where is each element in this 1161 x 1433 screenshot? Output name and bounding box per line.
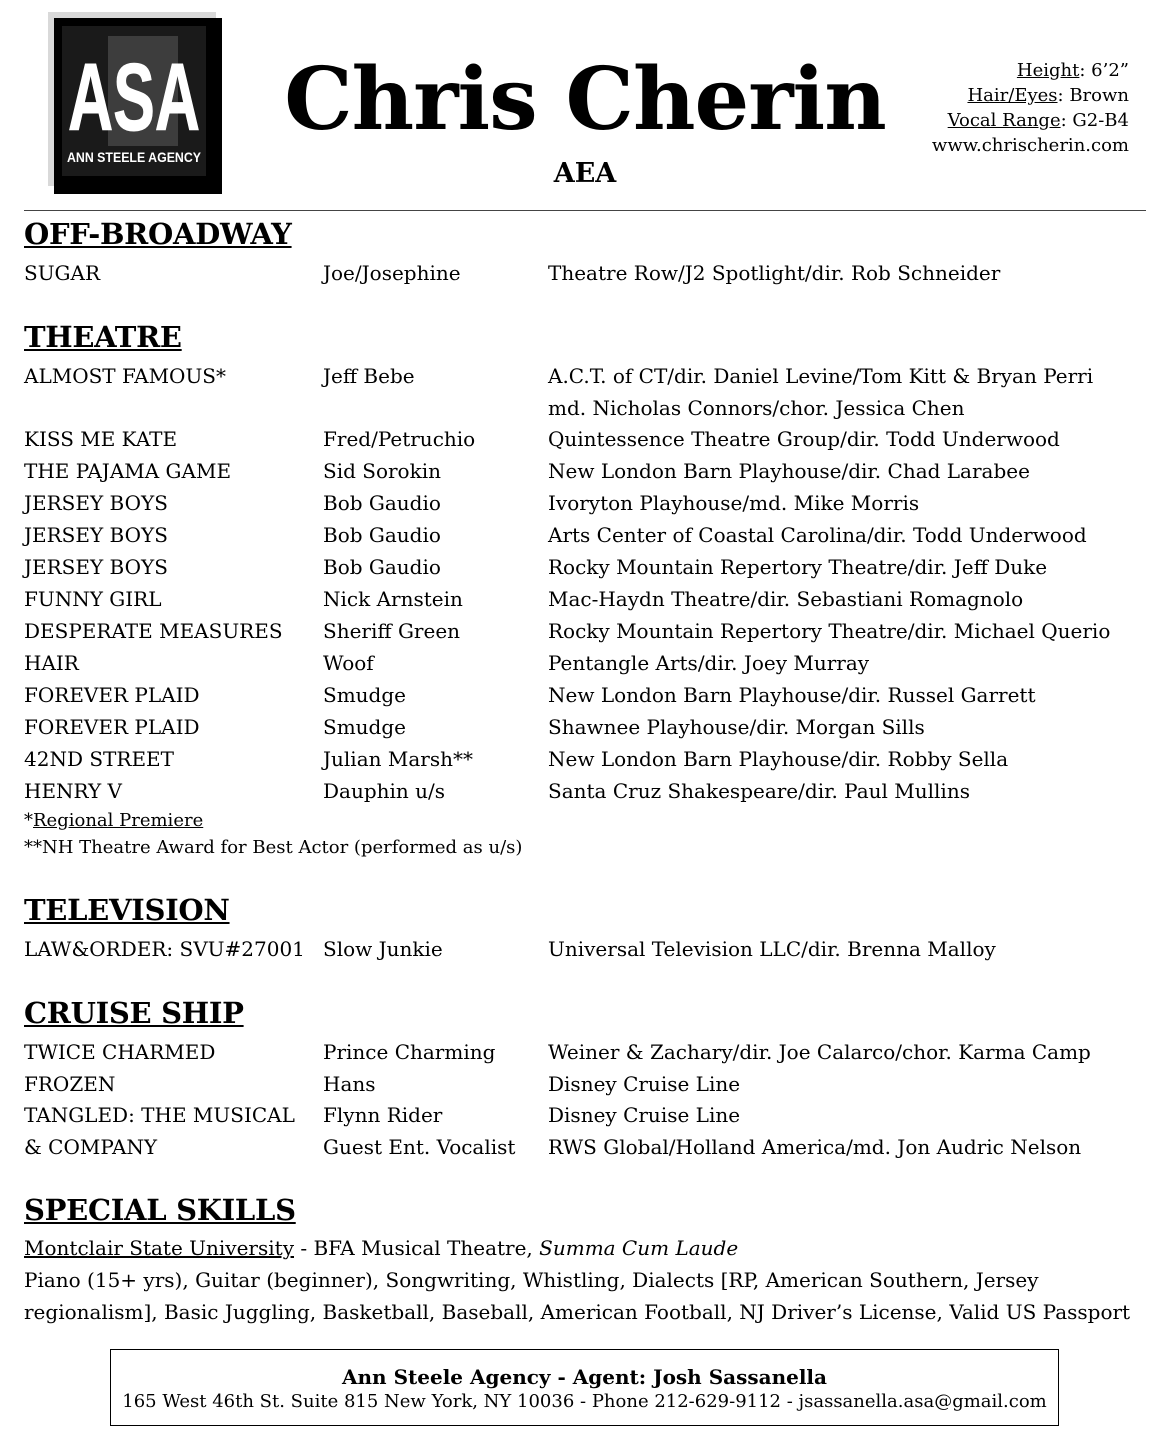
stat-label: Vocal Range — [947, 110, 1061, 131]
footnote-award: **NH Theatre Award for Best Actor (performed as u/s) — [24, 837, 523, 858]
credit-show: FOREVER PLAID — [24, 715, 200, 739]
credit-venue: md. Nicholas Connors/chor. Jessica Chen — [548, 396, 965, 420]
credit-row — [0, 1068, 1161, 1100]
agent-name: Ann Steele Agency - Agent: Josh Sassanella — [342, 1365, 827, 1389]
credit-role: Flynn Rider — [323, 1103, 443, 1127]
credit-row — [0, 519, 1161, 551]
degree-text: - BFA Musical Theatre, — [294, 1236, 540, 1260]
agent-contact-box — [110, 1349, 1059, 1426]
credit-show: LAW&ORDER: SVU#27001 — [24, 937, 305, 961]
credit-venue: Rocky Mountain Repertory Theatre/dir. Michael Querio — [548, 619, 1111, 643]
credit-role: Sid Sorokin — [323, 459, 441, 483]
credit-show: HAIR — [24, 651, 79, 675]
credit-show: DESPERATE MEASURES — [24, 619, 283, 643]
section-title-off-broadway: OFF-BROADWAY — [24, 217, 292, 251]
credit-role: Sheriff Green — [323, 619, 461, 643]
credit-row — [0, 647, 1161, 679]
credit-row — [0, 615, 1161, 647]
stat-value: : 6’2” — [1079, 60, 1129, 81]
credit-venue: Universal Television LLC/dir. Brenna Malloy — [548, 937, 996, 961]
stat-label: Hair/Eyes — [967, 85, 1058, 106]
credit-role: Woof — [323, 651, 374, 675]
credit-role: Joe/Josephine — [323, 261, 461, 285]
credit-show: FOREVER PLAID — [24, 683, 200, 707]
website-link[interactable]: www.chrischerin.com — [931, 135, 1129, 156]
credit-venue: Disney Cruise Line — [548, 1072, 741, 1096]
credit-role: Bob Gaudio — [323, 491, 441, 515]
credit-show: & COMPANY — [24, 1135, 158, 1159]
credit-show: JERSEY BOYS — [24, 523, 168, 547]
footnote-marker: * — [24, 810, 33, 831]
credit-row — [0, 1099, 1161, 1131]
credit-role: Bob Gaudio — [323, 523, 441, 547]
header-divider — [24, 210, 1146, 211]
stat-height — [932, 58, 1129, 83]
credit-row — [0, 679, 1161, 711]
credit-row — [0, 1131, 1161, 1163]
credit-row — [0, 423, 1161, 455]
credit-row — [0, 743, 1161, 775]
section-title-theatre: THEATRE — [24, 320, 182, 354]
credit-role: Smudge — [323, 683, 406, 707]
stat-vocal-range — [932, 108, 1129, 133]
section-title-television: TELEVISION — [24, 893, 230, 927]
credit-venue: Mac-Haydn Theatre/dir. Sebastiani Romagnolo — [548, 587, 1024, 611]
agency-logo — [48, 12, 224, 196]
stat-label: Height — [1016, 60, 1080, 81]
footnote-regional-premiere — [24, 807, 203, 834]
credit-show: FUNNY GIRL — [24, 587, 162, 611]
credit-show: KISS ME KATE — [24, 427, 178, 451]
credit-role: Hans — [323, 1072, 376, 1096]
logo-sub-text: ANN STEELE AGENCY — [67, 149, 202, 165]
credit-show: JERSEY BOYS — [24, 555, 168, 579]
credit-show: TANGLED: THE MUSICAL — [24, 1103, 295, 1127]
credit-role: Julian Marsh** — [323, 747, 473, 771]
credit-role: Bob Gaudio — [323, 555, 441, 579]
credit-row — [0, 257, 1161, 289]
credit-venue: Ivoryton Playhouse/md. Mike Morris — [548, 491, 920, 515]
credit-row — [0, 711, 1161, 743]
credit-show: ALMOST FAMOUS* — [24, 364, 227, 388]
credit-row — [0, 933, 1161, 965]
agency-logo-graphic — [48, 12, 224, 196]
credit-row — [0, 583, 1161, 615]
school-name: Montclair State University — [24, 1236, 294, 1260]
actor-name: Chris Cherin — [284, 49, 886, 150]
education-line — [24, 1232, 1134, 1264]
credit-venue: Theatre Row/J2 Spotlight/dir. Rob Schneider — [548, 261, 1001, 285]
credit-show: THE PAJAMA GAME — [24, 459, 232, 483]
credit-venue: New London Barn Playhouse/dir. Russel Garrett — [548, 683, 1036, 707]
credit-row — [0, 360, 1161, 392]
credit-venue: Pentangle Arts/dir. Joey Murray — [548, 651, 870, 675]
credit-venue: Rocky Mountain Repertory Theatre/dir. Jeff Duke — [548, 555, 1048, 579]
credit-venue: New London Barn Playhouse/dir. Chad Larabee — [548, 459, 1030, 483]
logo-main-text: ASA — [68, 44, 200, 151]
section-title-special-skills: SPECIAL SKILLS — [24, 1193, 296, 1227]
credit-venue: RWS Global/Holland America/md. Jon Audric Nelson — [548, 1135, 1082, 1159]
credit-venue: Quintessence Theatre Group/dir. Todd Underwood — [548, 427, 1060, 451]
credit-show: SUGAR — [24, 261, 101, 285]
section-title-cruise-ship: CRUISE SHIP — [24, 996, 244, 1030]
stat-value: : Brown — [1057, 85, 1129, 106]
credit-role: Jeff Bebe — [323, 364, 415, 388]
credit-row — [0, 487, 1161, 519]
credit-venue: A.C.T. of CT/dir. Daniel Levine/Tom Kitt & Bryan Perri — [548, 364, 1094, 388]
union-affiliation: AEA — [553, 158, 617, 189]
credit-role: Guest Ent. Vocalist — [323, 1135, 516, 1159]
credit-row — [0, 775, 1161, 807]
credit-row-continued — [0, 392, 1161, 424]
credit-role: Slow Junkie — [323, 937, 443, 961]
credit-show: 42ND STREET — [24, 747, 174, 771]
stat-value: : G2-B4 — [1060, 110, 1129, 131]
skills-list: Piano (15+ yrs), Guitar (beginner), Songwriting, Whistling, Dialects [RP, American Southern, Jersey regionalism], Basic Juggling, Basketball, Baseball, American Football, NJ Driver’s License, Valid US Passport — [24, 1268, 1131, 1324]
credit-show: TWICE CHARMED — [24, 1040, 216, 1064]
honor-text: Summa Cum Laude — [539, 1236, 739, 1260]
credit-show: JERSEY BOYS — [24, 491, 168, 515]
credit-venue: Arts Center of Coastal Carolina/dir. Todd Underwood — [548, 523, 1087, 547]
credit-venue: Shawnee Playhouse/dir. Morgan Sills — [548, 715, 925, 739]
credit-show: FROZEN — [24, 1072, 116, 1096]
credit-venue: Santa Cruz Shakespeare/dir. Paul Mullins — [548, 779, 970, 803]
agent-contact-details: 165 West 46th St. Suite 815 New York, NY 10036 - Phone 212-629-9112 - jsassanella.asa@gmail.com — [122, 1391, 1047, 1412]
credit-role: Prince Charming — [323, 1040, 496, 1064]
credit-role: Fred/Petruchio — [323, 427, 476, 451]
credit-role: Dauphin u/s — [323, 779, 446, 803]
stat-hair-eyes — [932, 83, 1129, 108]
credit-row — [0, 551, 1161, 583]
credit-role: Nick Arnstein — [323, 587, 463, 611]
credit-venue: Disney Cruise Line — [548, 1103, 741, 1127]
credit-venue: New London Barn Playhouse/dir. Robby Sella — [548, 747, 1009, 771]
footnote-text: Regional Premiere — [33, 810, 204, 831]
credit-role: Smudge — [323, 715, 406, 739]
actor-stats — [932, 58, 1129, 158]
credit-venue: Weiner & Zachary/dir. Joe Calarco/chor. Karma Camp — [548, 1040, 1091, 1064]
credit-show: HENRY V — [24, 779, 122, 803]
credit-row — [0, 455, 1161, 487]
credit-row — [0, 1036, 1161, 1068]
